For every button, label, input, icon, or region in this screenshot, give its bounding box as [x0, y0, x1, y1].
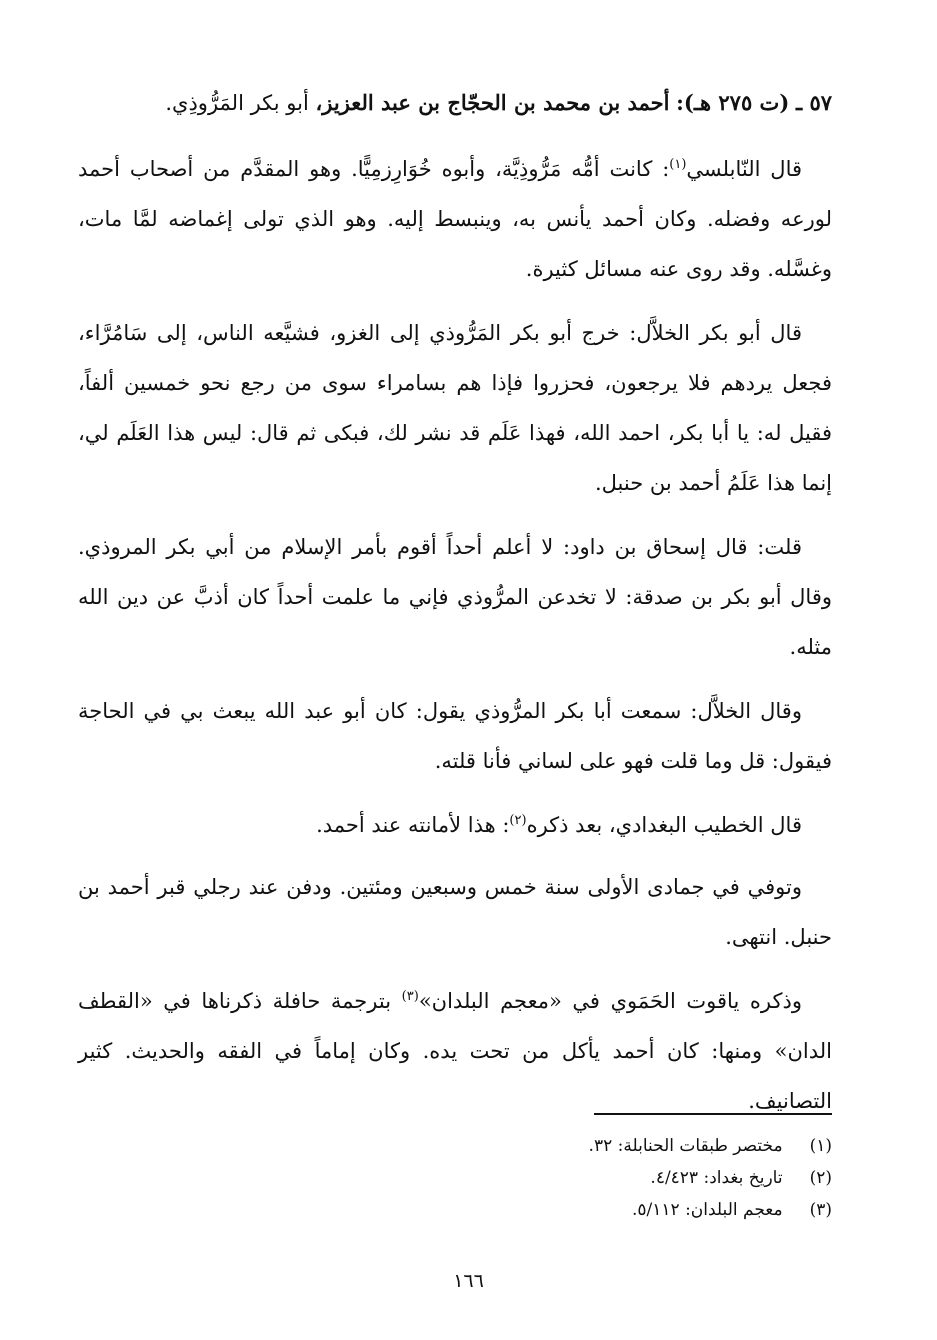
paragraph-khallal-ghazw: قال أبو بكر الخلاَّل: خرج أبو بكر المَرُّوذي إلى الغزو، فشيَّعه الناس، إلى سَامُرَّاء، فجعل يردهم فلا يرجعون، فحزروا فإذا هم بسامراء سوى من رجع نحو خمسين ألفاً، فقيل له: يا أبا بكر، احمد الله، فهذا عَلَم قد نشر لك، فبكى ثم قال: ليس هذا العَلَم لي، إنما هذا عَلَمُ أحمد بن حنبل.	[78, 321, 832, 495]
page-number: ١٦٦	[453, 1270, 484, 1292]
footnote-ref-3: (٣)	[401, 989, 419, 1004]
paragraph-text: بترجمة حافلة ذكرناها في «القطف الدان» ومنها: كان أحمد يأكل من تحت يده. وكان إماماً في الفقه والحديث. كثير التصانيف.	[78, 989, 832, 1113]
paragraph-text: قال الخطيب البغدادي، بعد ذكره	[526, 813, 802, 837]
paragraph-khatib	[78, 800, 832, 850]
footnotes	[332, 1130, 832, 1226]
paragraph-text: : كانت أمُّه مَرُّوذِيَّة، وأبوه خُوَارِزمِيًّا. وهو المقدَّم من أصحاب أحمد لورعه وفضله. وكان أحمد يأنس به، وينبسط إليه. وهو الذي تولى إغماضه لمَّا مات، وغسَّله. وقد روى عنه مسائل كثيرة.	[78, 157, 832, 281]
footnote-divider	[594, 1113, 832, 1115]
footnote-text: معجم البلدان: ٥/١١٢.	[632, 1200, 783, 1220]
entry-rest: أبو بكر المَرُّوذِي.	[165, 91, 309, 115]
paragraph-ishaq: قلت: قال إسحاق بن داود: لا أعلم أحداً أقوم بأمر الإسلام من أبي بكر المروذي. وقال أبو بكر بن صدقة: لا تخدعن المرُّوذي فإني ما علمت أحداً كان أذبَّ عن دين الله مثله.	[78, 535, 832, 659]
paragraph-yaqut	[78, 976, 832, 1126]
footnote-2	[332, 1162, 832, 1194]
paragraph-text: : هذا لأمانته عند أحمد.	[316, 813, 510, 837]
footnote-text: تاريخ بغداد: ٤/٤٢٣.	[650, 1168, 783, 1188]
paragraph-nabulsi	[78, 144, 832, 294]
footnote-ref-2: (٢)	[509, 813, 527, 828]
paragraph-text: قال النّابلسي	[686, 157, 803, 181]
entry-name: أحمد بن محمد بن الحجّاج بن عبد العزيز،	[315, 90, 670, 115]
footnote-text: مختصر طبقات الحنابلة: ٣٢.	[588, 1136, 783, 1156]
paragraph-khallal-hajah: وقال الخلاَّل: سمعت أبا بكر المرُّوذي يقول: كان أبو عبد الله يبعث بي في الحاجة فيقول: قل وما قلت فهو على لساني فأنا قلته.	[78, 699, 832, 773]
entry-death: (ت ٢٧٥ هـ):	[676, 90, 790, 115]
footnote-3	[332, 1194, 832, 1226]
entry-heading	[78, 78, 832, 128]
footnote-ref-1: (١)	[669, 157, 687, 172]
page-body	[78, 78, 832, 1140]
entry-number: ٥٧ ـ	[795, 90, 832, 115]
footnote-mark: (٢)	[809, 1168, 832, 1188]
paragraph-death: وتوفي في جمادى الأولى سنة خمس وسبعين ومئتين. ودفن عند رجلي قبر أحمد بن حنبل. انتهى.	[78, 875, 832, 949]
paragraph-text: وذكره ياقوت الحَمَوي في «معجم البلدان»	[418, 989, 802, 1013]
footnote-mark: (٣)	[809, 1200, 832, 1220]
footnote-1	[332, 1130, 832, 1162]
footnote-mark: (١)	[809, 1136, 832, 1156]
